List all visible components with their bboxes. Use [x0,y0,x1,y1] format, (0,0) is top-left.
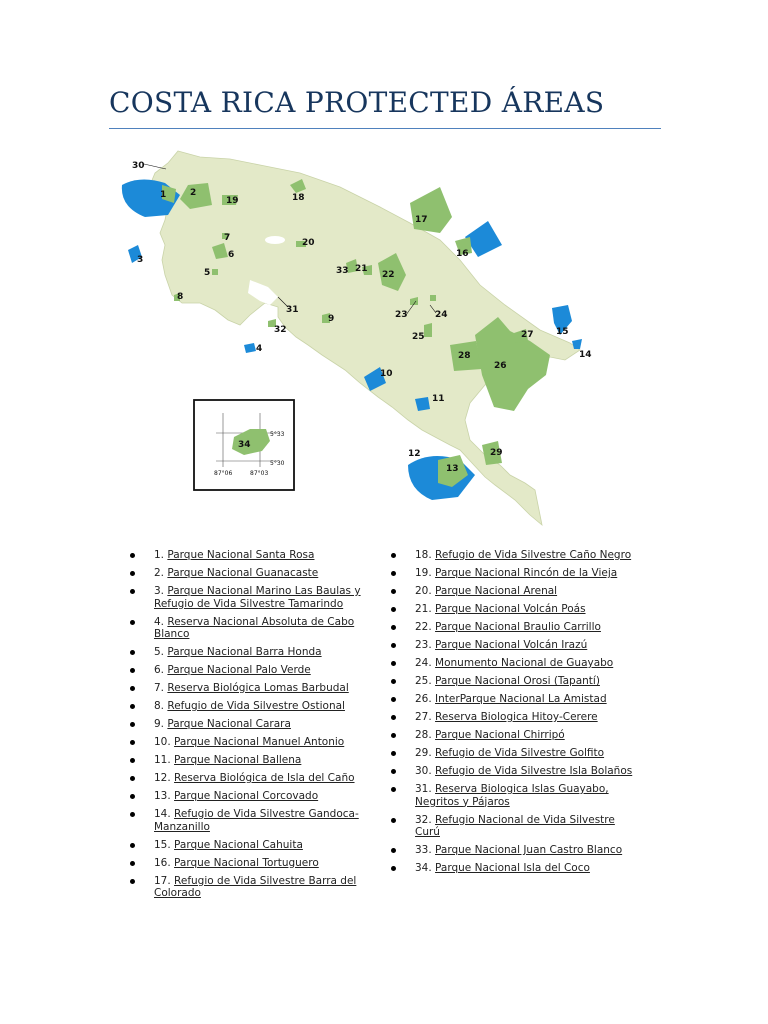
list-item: 20. Parque Nacional Arenal [391,585,641,598]
area-link[interactable]: Refugio de Vida Silvestre Barra del Colorado [154,874,357,899]
area-link[interactable]: Parque Nacional Tortuguero [174,856,319,869]
list-item: 1. Parque Nacional Santa Rosa [130,549,375,562]
area-link[interactable]: Parque Nacional Chirripó [435,729,565,741]
protected-areas-list-right [391,549,641,880]
title-underline [109,128,661,129]
map-label-27: 27 [521,330,534,340]
area-link[interactable]: Reserva Biológica de Isla del Caño [174,772,355,784]
area-link[interactable]: Refugio Nacional de Vida Silvestre Curú [415,813,615,838]
map-label-29: 29 [490,448,503,458]
map-label-20: 20 [302,238,315,248]
page-title: COSTA RICA PROTECTED ÁREAS [109,86,605,119]
inset-isla-del-coco [194,400,294,490]
area-link[interactable]: Parque Nacional Manuel Antonio [174,736,345,748]
list-item: 22. Parque Nacional Braulio Carrillo [391,621,641,634]
area-link[interactable]: Parque Nacional Carara [167,718,291,730]
protected-areas-map [110,145,592,535]
list-item: 19. Parque Nacional Rincón de la Vieja [391,567,641,580]
map-label-4: 4 [256,344,263,354]
map-label-22: 22 [382,270,395,280]
list-item: 32. Refugio Nacional de Vida Silvestre Curú [391,814,641,839]
list-item: 6. Parque Nacional Palo Verde [130,664,375,677]
inset-lon-tick-2: 87°03 [250,470,269,477]
list-item: 2. Parque Nacional Guanacaste [130,567,375,580]
list-item: 4. Reserva Nacional Absoluta de Cabo Blanco [130,616,375,641]
area-link[interactable]: Parque Nacional Juan Castro Blanco [435,844,623,856]
area-link[interactable]: Parque Nacional Rincón de la Vieja [435,567,618,579]
area-link[interactable]: Refugio de Vida Silvestre Isla Bolaños [435,765,633,777]
list-item: 30. Refugio de Vida Silvestre Isla Bolaños [391,765,641,778]
map-label-13: 13 [446,464,459,474]
map-label-16: 16 [456,249,469,259]
map-label-23: 23 [395,310,408,320]
protected-areas-list-left [130,549,375,905]
list-item: 17. Refugio de Vida Silvestre Barra del Colorado [130,875,375,900]
list-item: 28. Parque Nacional Chirripó [391,729,641,742]
map-label-24: 24 [435,310,448,320]
area-link[interactable]: Parque Nacional Santa Rosa [167,549,315,561]
area-link[interactable]: Monumento Nacional de Guayabo [435,657,614,669]
map-label-5: 5 [204,268,211,278]
area-link[interactable]: Refugio de Vida Silvestre Ostional [167,700,345,712]
protected-area-25 [424,323,432,337]
area-link[interactable]: Parque Nacional Marino Las Baulas y Refugio de Vida Silvestre Tamarindo [154,585,361,610]
list-item: 5. Parque Nacional Barra Honda [130,646,375,659]
map-label-12: 12 [408,449,421,459]
marine-area-1 [244,343,256,353]
list-item: 7. Reserva Biológica Lomas Barbudal [130,682,375,695]
area-link[interactable]: Parque Nacional Cahuita [174,838,303,851]
area-link[interactable]: Reserva Biologica Hitoy-Cerere [435,711,598,723]
map-label-26: 26 [494,361,507,371]
area-link[interactable]: Parque Nacional Braulio Carrillo [435,621,601,633]
list-item: 23. Parque Nacional Volcán Irazú [391,639,641,652]
list-item: 21. Parque Nacional Volcán Poás [391,603,641,616]
area-link[interactable]: Parque Nacional Isla del Coco [435,862,590,874]
list-item: 25. Parque Nacional Orosi (Tapantí) [391,675,641,688]
list-item: 14. Refugio de Vida Silvestre Gandoca-Manzanillo [130,808,375,833]
area-link[interactable]: InterParque Nacional La Amistad [435,693,607,705]
area-link[interactable]: Refugio de Vida Silvestre Caño Negro [435,549,632,561]
map-label-32: 32 [274,325,287,335]
inset-label-34: 34 [238,440,251,450]
map-label-2: 2 [190,188,197,198]
list-item: 16. Parque Nacional Tortuguero [130,857,375,870]
map-label-17: 17 [415,215,428,225]
map-label-10: 10 [380,369,393,379]
map-label-28: 28 [458,351,471,361]
map-label-1: 1 [160,190,167,200]
list-item: 3. Parque Nacional Marino Las Baulas y Refugio de Vida Silvestre Tamarindo [130,585,375,610]
map-label-33: 33 [336,266,349,276]
area-link[interactable]: Refugio de Vida Silvestre Gandoca-Manzanillo [154,808,359,833]
list-item: 9. Parque Nacional Carara [130,718,375,731]
list-item: 8. Refugio de Vida Silvestre Ostional [130,700,375,713]
map-label-30: 30 [132,161,145,171]
map-label-8: 8 [177,292,184,302]
area-link[interactable]: Parque Nacional Volcán Irazú [435,639,588,651]
list-item: 10. Parque Nacional Manuel Antonio [130,736,375,749]
map-label-3: 3 [137,255,144,265]
inset-lon-tick-1: 87°06 [214,470,233,477]
list-item: 13. Parque Nacional Corcovado [130,790,375,803]
list-item: 29. Refugio de Vida Silvestre Golfito [391,747,641,760]
area-link[interactable]: Parque Nacional Corcovado [174,790,319,802]
list-item: 24. Monumento Nacional de Guayabo [391,657,641,670]
map-label-31: 31 [286,305,299,315]
area-link[interactable]: Parque Nacional Orosi (Tapantí) [435,675,600,687]
map-label-21: 21 [355,264,368,274]
area-link[interactable]: Reserva Biológica Lomas Barbudal [167,682,349,694]
inset-lat-tick-1: 5°33 [270,431,285,438]
area-link[interactable]: Parque Nacional Palo Verde [167,664,311,676]
map-label-7: 7 [224,233,231,243]
map-label-15: 15 [556,327,569,337]
list-item: 31. Reserva Biologica Islas Guayabo, Negritos y Pájaros [391,783,641,808]
list-item: 12. Reserva Biológica de Isla del Caño [130,772,375,785]
list-item: 11. Parque Nacional Ballena [130,754,375,767]
list-item: 34. Parque Nacional Isla del Coco [391,862,641,875]
protected-area-24 [430,295,436,301]
lake-arenal [265,236,285,244]
area-link[interactable]: Refugio de Vida Silvestre Golfito [435,747,605,759]
area-link[interactable]: Reserva Biologica Islas Guayabo, Negritos y Pájaros [415,783,609,808]
protected-area-5 [212,269,218,275]
list-item: 26. InterParque Nacional La Amistad [391,693,641,706]
map-label-9: 9 [328,314,335,324]
area-link[interactable]: Parque Nacional Guanacaste [167,567,319,579]
map-label-18: 18 [292,193,305,203]
area-link[interactable]: Parque Nacional Ballena [174,754,302,766]
inset-lat-tick-2: 5°30 [270,460,285,467]
list-item: 15. Parque Nacional Cahuita [130,839,375,852]
area-link[interactable]: Parque Nacional Volcán Poás [435,603,586,615]
map-label-11: 11 [432,394,445,404]
map-label-25: 25 [412,332,425,342]
list-item: 27. Reserva Biologica Hitoy-Cerere [391,711,641,724]
area-link[interactable]: Parque Nacional Arenal [435,585,558,597]
area-link[interactable]: Reserva Nacional Absoluta de Cabo Blanco [154,615,355,640]
list-item: 18. Refugio de Vida Silvestre Caño Negro [391,549,641,562]
leader-30 [144,164,166,169]
list-item: 33. Parque Nacional Juan Castro Blanco [391,844,641,857]
map-label-14: 14 [579,350,592,360]
map-label-6: 6 [228,250,235,260]
map-label-19: 19 [226,196,239,206]
protected-area-17 [410,187,452,233]
area-link[interactable]: Parque Nacional Barra Honda [167,646,322,658]
